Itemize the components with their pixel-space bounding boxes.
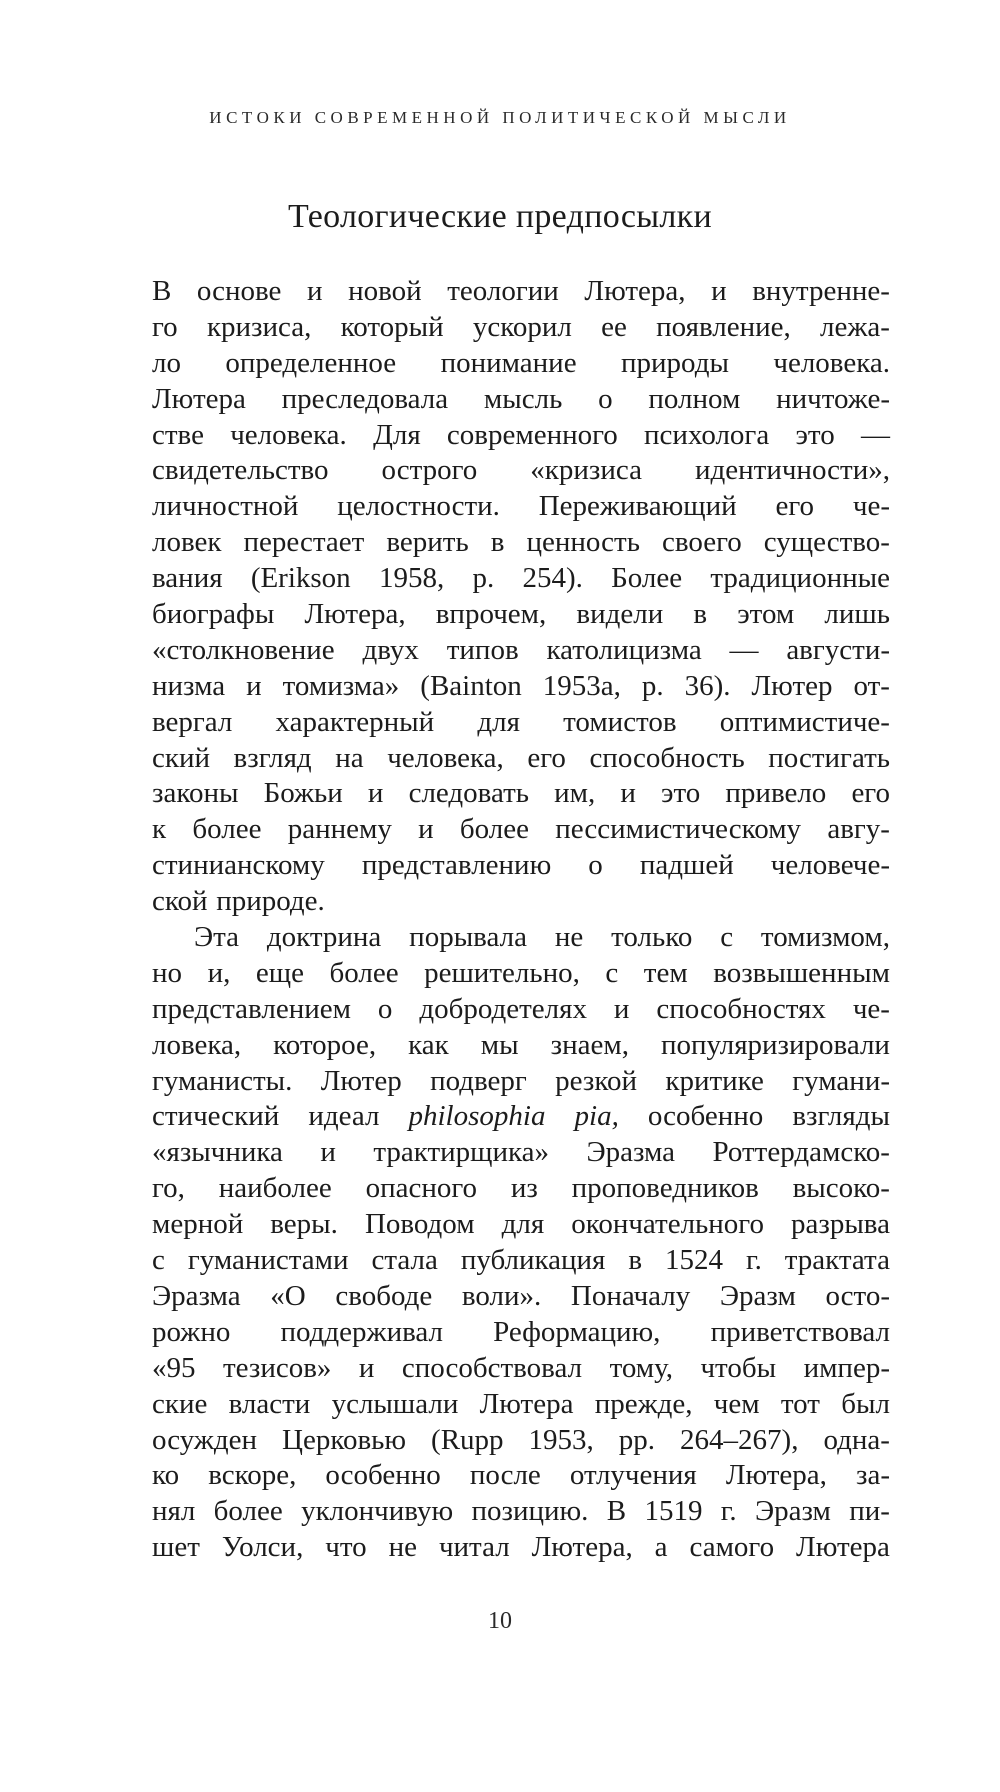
word: за- bbox=[856, 1459, 890, 1492]
text-line bbox=[152, 1530, 890, 1566]
word: томистов bbox=[563, 705, 677, 738]
word: идентичности», bbox=[694, 454, 890, 487]
word: своего bbox=[661, 526, 742, 559]
text-line bbox=[152, 1351, 890, 1387]
word: им, bbox=[554, 777, 596, 810]
word: пи- bbox=[849, 1495, 890, 1528]
word: основе bbox=[196, 275, 282, 307]
word: власти bbox=[228, 1387, 311, 1420]
word: Реформацию, bbox=[493, 1315, 661, 1348]
word: окончательного bbox=[571, 1208, 764, 1241]
word: более bbox=[192, 813, 262, 846]
word: рожно bbox=[152, 1315, 231, 1348]
word: импер- bbox=[803, 1351, 890, 1384]
word: критике bbox=[665, 1064, 764, 1097]
word: В bbox=[152, 275, 172, 307]
word: законы bbox=[152, 777, 239, 810]
word: «столкновение bbox=[152, 633, 335, 666]
word: Эразма bbox=[586, 1136, 676, 1169]
word: Лютера, bbox=[531, 1531, 633, 1564]
word: что bbox=[325, 1531, 367, 1564]
word: стве bbox=[152, 418, 204, 451]
word: Церковью bbox=[282, 1423, 407, 1456]
word: но bbox=[152, 956, 183, 989]
word: го bbox=[152, 310, 178, 343]
word: приветствовал bbox=[710, 1315, 890, 1348]
word: pia, bbox=[574, 1100, 619, 1133]
word: падшей bbox=[639, 849, 734, 882]
word: и bbox=[246, 669, 262, 702]
word: трактата bbox=[784, 1244, 890, 1277]
text-line bbox=[152, 1387, 890, 1423]
word: не bbox=[388, 1531, 417, 1564]
word: Поводом bbox=[364, 1208, 475, 1241]
word: современного bbox=[446, 418, 618, 451]
word: оптимистиче- bbox=[719, 705, 890, 738]
word: более bbox=[329, 956, 399, 989]
word: Эразма bbox=[152, 1279, 241, 1312]
word: Божьи bbox=[263, 777, 343, 810]
word: услышали bbox=[331, 1387, 459, 1420]
word: стала bbox=[371, 1244, 438, 1277]
word: прежде, bbox=[594, 1387, 693, 1420]
text-line bbox=[152, 489, 890, 525]
word: к bbox=[152, 813, 167, 846]
word: преследовала bbox=[281, 382, 449, 415]
word: для bbox=[477, 705, 520, 738]
word: представлением bbox=[152, 992, 351, 1025]
text-line bbox=[152, 1423, 890, 1459]
word: philosophia bbox=[408, 1100, 546, 1133]
word: публикация bbox=[460, 1244, 606, 1277]
word: биографы bbox=[152, 598, 275, 631]
word: и, bbox=[207, 956, 231, 989]
word: это bbox=[661, 777, 701, 810]
word: католицизма bbox=[546, 633, 702, 666]
word: с bbox=[720, 921, 734, 954]
word: пессимистическому bbox=[555, 813, 802, 846]
text-line bbox=[152, 1135, 890, 1171]
text-line bbox=[152, 346, 890, 382]
text-line bbox=[152, 956, 890, 992]
word: гуманисты. bbox=[152, 1064, 293, 1097]
text-line bbox=[152, 274, 890, 310]
word: ло bbox=[152, 346, 181, 379]
word: взгляды bbox=[792, 1100, 890, 1133]
text-line bbox=[152, 992, 890, 1028]
word: добродетелях bbox=[419, 992, 587, 1025]
word: вания bbox=[152, 562, 223, 595]
word: томизмом, bbox=[760, 921, 890, 954]
word: двух bbox=[362, 633, 419, 666]
word: тезисов» bbox=[222, 1351, 332, 1384]
word: впрочем, bbox=[435, 598, 547, 631]
word: Поначалу bbox=[570, 1279, 691, 1312]
word: вергал bbox=[152, 705, 233, 738]
word: лежа- bbox=[820, 310, 890, 343]
word: мы bbox=[480, 1028, 519, 1061]
text-line bbox=[152, 1028, 890, 1064]
word: не bbox=[554, 921, 584, 954]
word: трактирщика» bbox=[373, 1136, 550, 1169]
paragraph bbox=[152, 274, 890, 920]
word: — bbox=[860, 418, 890, 451]
word: кризиса, bbox=[206, 310, 312, 343]
word: о bbox=[588, 849, 603, 882]
word: ской bbox=[152, 885, 208, 918]
word: в bbox=[490, 526, 505, 559]
word: которое, bbox=[273, 1028, 377, 1061]
word: характерный bbox=[275, 705, 435, 738]
word: Эразм bbox=[719, 1279, 796, 1312]
word: августи- bbox=[786, 633, 890, 666]
word: ко bbox=[152, 1459, 180, 1492]
text-line bbox=[152, 561, 890, 597]
word: в bbox=[628, 1244, 643, 1277]
word: внутренне- bbox=[752, 275, 890, 307]
word: высоко- bbox=[792, 1172, 890, 1205]
text-line bbox=[152, 382, 890, 418]
word: теологии bbox=[447, 275, 559, 307]
word: и bbox=[418, 813, 434, 846]
word: популяризировали bbox=[660, 1028, 890, 1061]
word: Лютера bbox=[152, 382, 246, 415]
word: из bbox=[510, 1172, 538, 1205]
text-line bbox=[152, 1064, 890, 1100]
word: особенно bbox=[325, 1459, 441, 1492]
text-line bbox=[152, 705, 890, 741]
word: это bbox=[795, 418, 835, 451]
word: ничтоже- bbox=[776, 382, 890, 415]
word: его bbox=[527, 741, 566, 774]
word: 1524 bbox=[665, 1244, 723, 1277]
word: определенное bbox=[225, 346, 397, 379]
word: с bbox=[605, 956, 619, 989]
word: его bbox=[775, 490, 815, 523]
word: для bbox=[501, 1208, 545, 1241]
word: стический bbox=[152, 1100, 280, 1133]
word: с bbox=[152, 1244, 165, 1277]
text-line bbox=[152, 525, 890, 561]
word: более bbox=[459, 813, 530, 846]
text-line bbox=[152, 310, 890, 346]
word: (Erikson bbox=[250, 562, 351, 595]
body-text bbox=[152, 274, 890, 1566]
word: и bbox=[711, 275, 727, 307]
word: человече- bbox=[770, 849, 890, 882]
word: который bbox=[340, 310, 444, 343]
text-line bbox=[152, 848, 890, 884]
text-line bbox=[152, 1099, 890, 1135]
word: В bbox=[606, 1495, 627, 1528]
text-line bbox=[152, 453, 890, 489]
word: опасного bbox=[365, 1172, 478, 1205]
word: чем bbox=[713, 1387, 760, 1420]
word: был bbox=[841, 1387, 890, 1420]
word: Уолси, bbox=[221, 1531, 304, 1564]
word: отлучения bbox=[569, 1459, 697, 1492]
word: Лютера, bbox=[584, 275, 686, 307]
word: полном bbox=[648, 382, 741, 415]
word: гуманистами bbox=[187, 1244, 349, 1277]
word: новой bbox=[348, 275, 422, 307]
word: следовать bbox=[408, 777, 529, 810]
word: ее bbox=[601, 310, 627, 343]
word: существо- bbox=[763, 526, 890, 559]
text-line bbox=[152, 812, 890, 848]
word: — bbox=[729, 633, 759, 666]
text-line bbox=[152, 776, 890, 812]
text-line bbox=[152, 669, 890, 705]
word: типов bbox=[446, 633, 519, 666]
word: низма bbox=[152, 669, 226, 702]
word: поддерживал bbox=[280, 1315, 443, 1348]
text-line bbox=[152, 1171, 890, 1207]
word: 1953, bbox=[528, 1423, 594, 1456]
word: авгу- bbox=[827, 813, 890, 846]
word: «95 bbox=[152, 1351, 196, 1384]
word: и bbox=[367, 777, 384, 810]
word: Для bbox=[373, 418, 421, 451]
word: порывала bbox=[409, 921, 527, 954]
word: способностях bbox=[656, 992, 826, 1025]
word: возвышенным bbox=[713, 956, 890, 989]
word: ский bbox=[152, 741, 210, 774]
word: г. bbox=[720, 1495, 737, 1528]
word: постигать bbox=[768, 741, 890, 774]
word: веры. bbox=[270, 1208, 338, 1241]
word: вскоре, bbox=[208, 1459, 297, 1492]
paragraph bbox=[152, 920, 890, 1566]
word: и bbox=[320, 1136, 336, 1169]
word: го, bbox=[152, 1172, 185, 1205]
text-line bbox=[152, 418, 890, 454]
word: психолога bbox=[644, 418, 770, 451]
word: традиционные bbox=[710, 562, 890, 595]
word: Лютера bbox=[479, 1387, 574, 1420]
word: верить bbox=[386, 526, 469, 559]
word: 254). bbox=[522, 562, 583, 595]
word: появление, bbox=[656, 310, 791, 343]
word: раннему bbox=[287, 813, 392, 846]
word: ловек bbox=[152, 526, 222, 559]
word: более bbox=[213, 1495, 283, 1528]
word: осужден bbox=[152, 1423, 258, 1456]
word: резкой bbox=[555, 1064, 637, 1097]
word: острого bbox=[381, 454, 478, 487]
word: че- bbox=[852, 992, 890, 1025]
word: человека. bbox=[773, 346, 890, 379]
word: самого bbox=[689, 1531, 775, 1564]
word: «О bbox=[270, 1279, 306, 1312]
word: Лютера, bbox=[725, 1459, 827, 1492]
word: Роттердамско- bbox=[712, 1136, 890, 1169]
word: одна- bbox=[823, 1423, 890, 1456]
text-line bbox=[152, 741, 890, 777]
word: на bbox=[335, 741, 364, 774]
word: знаем, bbox=[550, 1028, 629, 1061]
word: о bbox=[377, 992, 393, 1025]
word: от- bbox=[853, 669, 890, 702]
text-line bbox=[152, 597, 890, 633]
word: ускорил bbox=[472, 310, 572, 343]
word: томизма» bbox=[282, 669, 400, 702]
word: уклончивую bbox=[301, 1495, 454, 1528]
text-line bbox=[152, 920, 890, 956]
word: Переживающий bbox=[538, 490, 737, 523]
word: человека, bbox=[387, 741, 504, 774]
word: личностной bbox=[152, 490, 299, 523]
word: (Bainton bbox=[420, 669, 522, 702]
page-number: 10 bbox=[488, 1608, 512, 1634]
word: и bbox=[307, 275, 323, 307]
word: а bbox=[654, 1531, 668, 1564]
word: способность bbox=[589, 741, 745, 774]
text-line bbox=[152, 1279, 890, 1315]
word: в bbox=[693, 598, 708, 631]
word: и bbox=[358, 1351, 375, 1384]
word: представлению bbox=[361, 849, 552, 882]
text-line bbox=[152, 1494, 890, 1530]
word: че- bbox=[852, 490, 890, 523]
word: после bbox=[469, 1459, 541, 1492]
word: «язычника bbox=[152, 1136, 283, 1169]
word: свидетельство bbox=[152, 454, 329, 487]
running-head: ИСТОКИ СОВРЕМЕННОЙ ПОЛИТИЧЕСКОЙ МЫСЛИ bbox=[209, 108, 791, 127]
word: pp. bbox=[618, 1423, 656, 1456]
word: тому, bbox=[609, 1351, 673, 1384]
word: читал bbox=[438, 1531, 510, 1564]
word: тот bbox=[780, 1387, 820, 1420]
word: природе. bbox=[216, 885, 325, 918]
text-line bbox=[152, 1315, 890, 1351]
text-line bbox=[152, 1243, 890, 1279]
word: воли». bbox=[461, 1279, 542, 1312]
word: p. bbox=[472, 562, 495, 595]
word: шет bbox=[152, 1531, 200, 1564]
word: природы bbox=[621, 346, 729, 379]
word: Лютер bbox=[751, 669, 833, 702]
word: взгляд bbox=[233, 741, 312, 774]
word: Лютера, bbox=[304, 598, 406, 631]
text-line bbox=[152, 884, 890, 920]
word: 264–267), bbox=[680, 1423, 799, 1456]
word: видели bbox=[576, 598, 664, 631]
word: его bbox=[851, 777, 890, 810]
word: только bbox=[611, 921, 693, 954]
section-title: Теологические предпосылки bbox=[288, 198, 712, 235]
word: целостности. bbox=[337, 490, 500, 523]
word: Эразм bbox=[754, 1495, 831, 1528]
word: Лютер bbox=[320, 1064, 402, 1097]
word: тем bbox=[643, 956, 688, 989]
word: (Rupp bbox=[431, 1423, 504, 1456]
word: 1519 bbox=[644, 1495, 703, 1528]
word: наиболее bbox=[218, 1172, 332, 1205]
word: еще bbox=[255, 956, 304, 989]
word: понимание bbox=[440, 346, 577, 379]
word: привело bbox=[725, 777, 827, 810]
word: нял bbox=[152, 1495, 196, 1528]
text-line bbox=[152, 1458, 890, 1494]
word: чтобы bbox=[700, 1351, 777, 1384]
word: 36). bbox=[684, 669, 731, 702]
word: мерной bbox=[152, 1208, 244, 1241]
word: и bbox=[613, 992, 630, 1025]
word: ценность bbox=[526, 526, 640, 559]
word: позицию. bbox=[471, 1495, 589, 1528]
word: человека. bbox=[230, 418, 347, 451]
word: как bbox=[408, 1028, 449, 1061]
text-line bbox=[152, 633, 890, 669]
word: и bbox=[620, 777, 636, 810]
word: ловека, bbox=[152, 1028, 242, 1061]
word: идеал bbox=[308, 1100, 380, 1133]
word: разрыва bbox=[791, 1208, 890, 1241]
word: способствовал bbox=[401, 1351, 583, 1384]
word: Лютера bbox=[796, 1531, 890, 1564]
word: p. bbox=[641, 669, 664, 702]
word: свободе bbox=[335, 1279, 433, 1312]
word: гумани- bbox=[792, 1064, 890, 1097]
word: решительно, bbox=[424, 956, 580, 989]
word: Более bbox=[611, 562, 683, 595]
word: доктрина bbox=[266, 921, 382, 954]
word: мысль bbox=[483, 382, 563, 415]
word: «кризиса bbox=[530, 454, 642, 487]
text-line bbox=[152, 1207, 890, 1243]
word: этом bbox=[737, 598, 795, 631]
word: г. bbox=[745, 1244, 762, 1277]
word: 1958, bbox=[378, 562, 445, 595]
word: 1953a, bbox=[542, 669, 621, 702]
word: подверг bbox=[430, 1064, 527, 1097]
word: Эта bbox=[194, 921, 240, 954]
word: осто- bbox=[825, 1279, 890, 1312]
word: стинианскому bbox=[152, 849, 325, 882]
word: о bbox=[598, 382, 613, 415]
word: проповедников bbox=[571, 1172, 759, 1205]
word: перестает bbox=[243, 526, 365, 559]
word: лишь bbox=[824, 598, 890, 631]
word: ские bbox=[152, 1387, 208, 1420]
word: особенно bbox=[647, 1100, 764, 1133]
